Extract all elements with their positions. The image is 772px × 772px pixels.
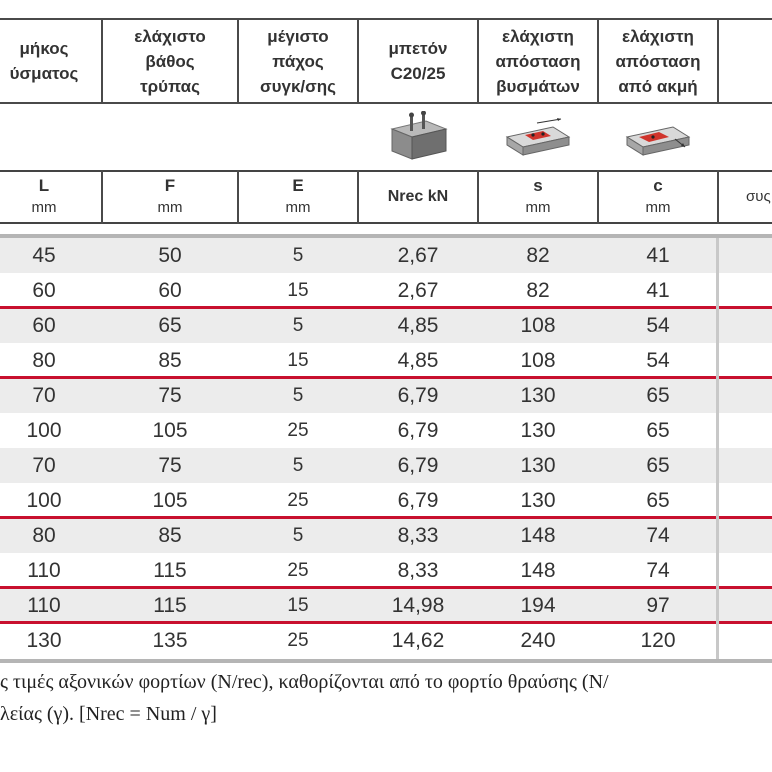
table-header bbox=[0, 18, 772, 104]
cell-thickness: 5 bbox=[292, 524, 304, 546]
cell-length: 60 bbox=[32, 278, 56, 302]
cell-load: 14,62 bbox=[391, 628, 445, 652]
cell-load: 6,79 bbox=[397, 383, 439, 407]
cell-spacing: 130 bbox=[520, 453, 556, 477]
cell-spacing: 108 bbox=[520, 348, 556, 372]
cell-edge: 41 bbox=[646, 243, 670, 267]
cell-load: 6,79 bbox=[397, 453, 439, 477]
unit-cell-thickness: E mm bbox=[285, 176, 311, 216]
cell-hole-depth: 50 bbox=[158, 243, 182, 267]
header-concrete-class: μπετόν C20/25 bbox=[388, 39, 448, 83]
cell-load: 6,79 bbox=[397, 488, 439, 512]
table-row bbox=[0, 238, 772, 273]
footnote-line-1: ς τιμές αξονικών φορτίων (N/rec), καθορίζονται από το φορτίο θραύσης (N/ bbox=[0, 671, 609, 693]
cell-edge: 74 bbox=[646, 523, 670, 547]
cell-thickness: 5 bbox=[292, 454, 304, 476]
cell-edge: 54 bbox=[646, 313, 670, 337]
cell-spacing: 82 bbox=[526, 278, 550, 302]
cell-spacing: 108 bbox=[520, 313, 556, 337]
cell-thickness: 15 bbox=[287, 349, 309, 371]
cell-hole-depth: 135 bbox=[152, 628, 188, 652]
cell-length: 110 bbox=[27, 593, 61, 617]
table-body-bottom-border bbox=[0, 659, 772, 663]
divider bbox=[357, 170, 359, 224]
divider bbox=[237, 18, 239, 104]
table-row bbox=[0, 588, 772, 623]
divider bbox=[717, 18, 719, 104]
cell-thickness: 25 bbox=[287, 629, 309, 651]
cell-hole-depth: 85 bbox=[158, 523, 182, 547]
divider bbox=[597, 18, 599, 104]
table-row bbox=[0, 448, 772, 483]
illustration-row bbox=[0, 108, 772, 166]
table-row bbox=[0, 378, 772, 413]
group-separator bbox=[0, 376, 772, 379]
cell-length: 100 bbox=[26, 488, 62, 512]
cell-thickness: 25 bbox=[287, 419, 309, 441]
divider bbox=[237, 170, 239, 224]
table-row bbox=[0, 623, 772, 658]
cell-length: 80 bbox=[32, 523, 56, 547]
header-min-edge-distance: ελάχιστη απόσταση από ακμή bbox=[615, 26, 701, 96]
cell-spacing: 148 bbox=[520, 523, 556, 547]
footnote-line-2: λείας (γ). [Nrec = Num / γ] bbox=[0, 703, 217, 725]
cell-hole-depth: 75 bbox=[158, 383, 182, 407]
symbol-unit-row bbox=[0, 170, 772, 224]
cell-length: 70 bbox=[32, 383, 56, 407]
unit-cell-length: L mm bbox=[31, 176, 57, 216]
footnote bbox=[0, 666, 772, 730]
partial-column-divider bbox=[716, 238, 719, 660]
cell-spacing: 130 bbox=[520, 418, 556, 442]
cell-hole-depth: 85 bbox=[158, 348, 182, 372]
divider bbox=[101, 170, 103, 224]
divider bbox=[357, 18, 359, 104]
cell-hole-depth: 105 bbox=[152, 488, 188, 512]
cell-thickness: 15 bbox=[287, 594, 309, 616]
divider bbox=[717, 170, 719, 224]
cell-edge: 97 bbox=[646, 593, 670, 617]
cell-hole-depth: 105 bbox=[152, 418, 188, 442]
group-separator bbox=[0, 586, 772, 589]
cell-load: 6,79 bbox=[397, 418, 439, 442]
cell-length: 130 bbox=[26, 628, 62, 652]
table-row bbox=[0, 343, 772, 378]
table-row bbox=[0, 483, 772, 518]
cell-thickness: 5 bbox=[292, 314, 304, 336]
divider bbox=[477, 170, 479, 224]
anchor-spacing-icon bbox=[478, 108, 598, 166]
table-row bbox=[0, 553, 772, 588]
table-row bbox=[0, 273, 772, 308]
cell-load: 2,67 bbox=[397, 243, 439, 267]
table-row bbox=[0, 413, 772, 448]
cell-edge: 41 bbox=[646, 278, 670, 302]
cell-length: 110 bbox=[27, 558, 61, 582]
cell-load: 4,85 bbox=[397, 348, 439, 372]
header-min-anchor-spacing: ελάχιστη απόσταση βυσμάτων bbox=[495, 26, 581, 96]
cell-thickness: 5 bbox=[292, 384, 304, 406]
cell-thickness: 25 bbox=[287, 559, 309, 581]
unit-cell-hole-depth: F mm bbox=[157, 176, 183, 216]
divider bbox=[597, 170, 599, 224]
divider bbox=[101, 18, 103, 104]
cell-load: 4,85 bbox=[397, 313, 439, 337]
cell-length: 100 bbox=[26, 418, 62, 442]
cell-spacing: 194 bbox=[520, 593, 556, 617]
group-separator bbox=[0, 306, 772, 309]
cell-spacing: 240 bbox=[520, 628, 556, 652]
cell-load: 8,33 bbox=[397, 523, 439, 547]
cell-edge: 74 bbox=[646, 558, 670, 582]
cell-spacing: 82 bbox=[526, 243, 550, 267]
cell-thickness: 5 bbox=[292, 244, 304, 266]
cell-length: 45 bbox=[32, 243, 56, 267]
cell-edge: 120 bbox=[640, 628, 676, 652]
table-row bbox=[0, 308, 772, 343]
unit-cell-partial: συς bbox=[746, 188, 771, 205]
table-row bbox=[0, 518, 772, 553]
cell-edge: 65 bbox=[646, 383, 670, 407]
cell-edge: 65 bbox=[646, 453, 670, 477]
divider bbox=[477, 18, 479, 104]
cell-hole-depth: 115 bbox=[153, 593, 187, 617]
cell-hole-depth: 65 bbox=[158, 313, 182, 337]
cell-load: 14,98 bbox=[391, 593, 445, 617]
cell-edge: 65 bbox=[646, 488, 670, 512]
edge-distance-icon bbox=[598, 108, 718, 166]
header-bottom-border bbox=[0, 102, 772, 104]
unit-cell-load: Nrec kN bbox=[387, 188, 449, 205]
cell-spacing: 130 bbox=[520, 383, 556, 407]
cell-edge: 65 bbox=[646, 418, 670, 442]
cell-load: 2,67 bbox=[397, 278, 439, 302]
cell-spacing: 148 bbox=[520, 558, 556, 582]
cell-length: 60 bbox=[32, 313, 56, 337]
group-separator bbox=[0, 516, 772, 519]
concrete-block-icon bbox=[358, 108, 478, 166]
cell-length: 80 bbox=[32, 348, 56, 372]
cell-thickness: 15 bbox=[287, 279, 309, 301]
cell-edge: 54 bbox=[646, 348, 670, 372]
header-top-border bbox=[0, 18, 772, 20]
cell-hole-depth: 60 bbox=[158, 278, 182, 302]
table-body bbox=[0, 238, 772, 658]
cell-thickness: 25 bbox=[287, 489, 309, 511]
header-length: μήκος ύσματος bbox=[9, 39, 79, 83]
cell-hole-depth: 75 bbox=[158, 453, 182, 477]
cell-hole-depth: 115 bbox=[153, 558, 187, 582]
unit-cell-spacing: s mm bbox=[525, 176, 551, 216]
group-separator bbox=[0, 621, 772, 624]
cell-load: 8,33 bbox=[397, 558, 439, 582]
cell-length: 70 bbox=[32, 453, 56, 477]
header-max-fixture-thickness: μέγιστο πάχος συγκ/σης bbox=[259, 26, 337, 96]
cell-spacing: 130 bbox=[520, 488, 556, 512]
unit-cell-edge: c mm bbox=[645, 176, 671, 216]
header-min-hole-depth: ελάχιστο βάθος τρύπας bbox=[134, 26, 206, 96]
